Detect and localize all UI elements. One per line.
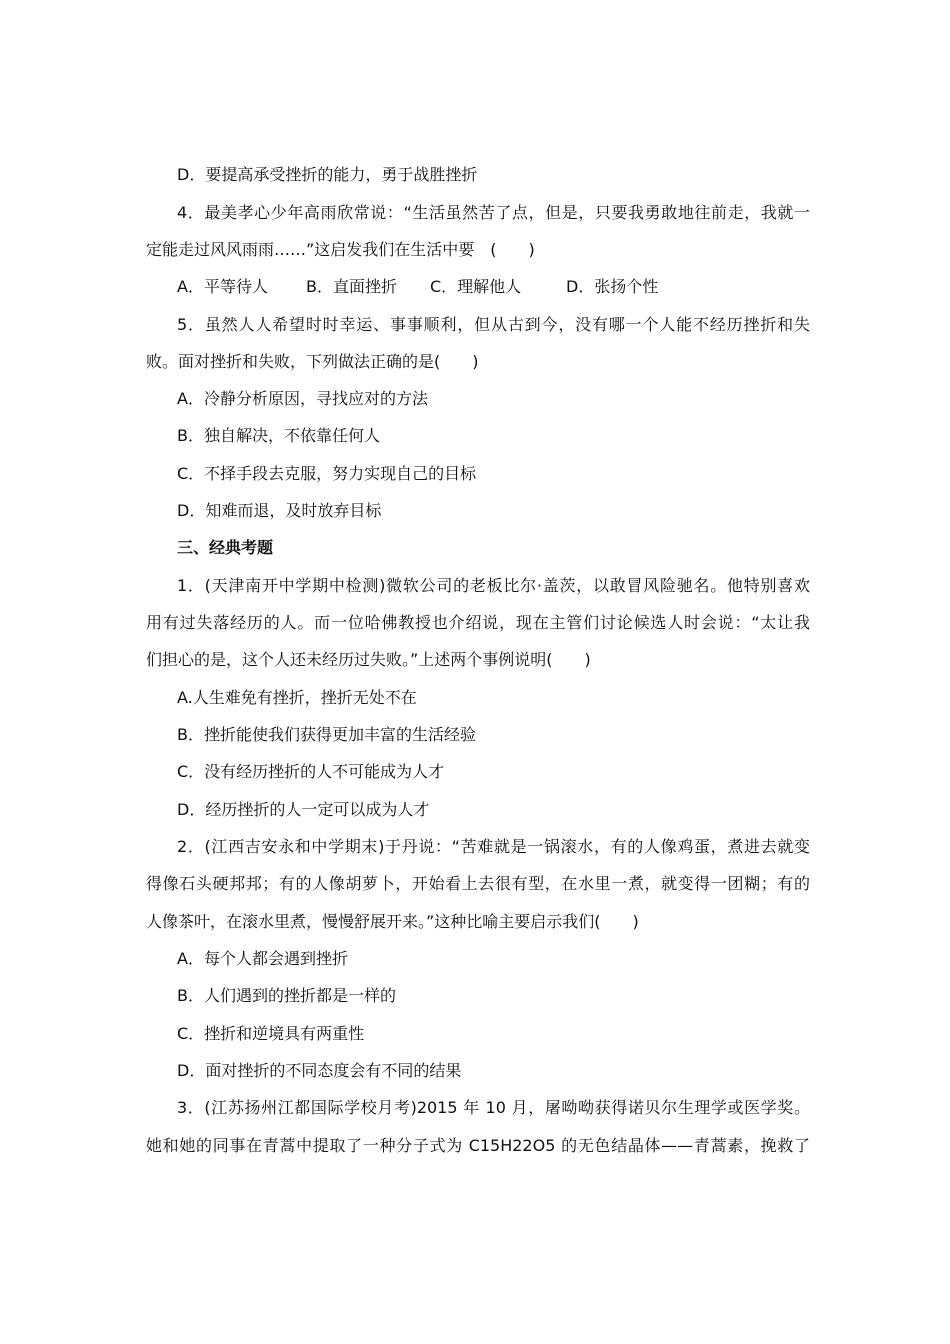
- question-5-option-b: B．独自解决，不依靠任何人: [177, 426, 380, 445]
- question-4-option-a: A．平等待人: [177, 277, 268, 296]
- question-prev-option-d: D．要提高承受挫折的能力，勇于战胜挫折: [177, 165, 478, 184]
- classic-question-1-option-a: A.人生难免有挫折，挫折无处不在: [177, 688, 417, 707]
- classic-question-1-line-2: 用有过失落经历的人。而一位哈佛教授也介绍说，现在主管们讨论候选人时会说：“太让我: [146, 613, 810, 632]
- classic-question-2-line-1: 2．(江西吉安永和中学期末)于丹说：“苦难就是一锅滚水，有的人像鸡蛋，煮进去就变: [177, 837, 810, 856]
- section-3-heading: 三、经典考题: [177, 538, 274, 557]
- question-5-option-a: A．冷静分析原因，寻找应对的方法: [177, 389, 428, 408]
- classic-question-3-line-1: 3．(江苏扬州江都国际学校月考)2015 年 10 月，屠呦呦获得诺贝尔生理学或医学奖。: [177, 1098, 810, 1117]
- question-4-option-c: C．理解他人: [430, 277, 522, 296]
- classic-question-1-option-c: C．没有经历挫折的人不可能成为人才: [177, 762, 445, 781]
- classic-question-1-option-b: B．挫折能使我们获得更加丰富的生活经验: [177, 725, 476, 744]
- question-4-options: [177, 277, 810, 297]
- question-5-option-c: C．不择手段去克服，努力实现自己的目标: [177, 464, 477, 483]
- classic-question-2-option-c: C．挫折和逆境具有两重性: [177, 1024, 365, 1043]
- question-4-option-b: B．直面挫折: [306, 277, 397, 296]
- classic-question-3-line-2: 她和她的同事在青蒿中提取了一种分子式为 C15H22O5 的无色结晶体——青蒿素，挽救了: [146, 1136, 810, 1155]
- classic-question-2-option-a: A．每个人都会遇到挫折: [177, 949, 348, 968]
- question-4-option-d: D．张扬个性: [566, 277, 659, 296]
- question-5-stem-line-2: 败。面对挫折和失败，下列做法正确的是( ): [146, 352, 479, 371]
- question-4-stem-line-1: 4．最美孝心少年高雨欣常说：“生活虽然苦了点，但是，只要我勇敢地往前走，我就一: [177, 203, 810, 222]
- classic-question-2-line-2: 得像石头硬邦邦；有的人像胡萝卜，开始看上去很有型，在水里一煮，就变得一团糊；有的: [146, 874, 810, 893]
- question-5-option-d: D．知难而退，及时放弃目标: [177, 501, 382, 520]
- classic-question-2-line-3: 人像茶叶，在滚水里煮，慢慢舒展开来。”这种比喻主要启示我们( ): [146, 912, 639, 931]
- classic-question-1-option-d: D．经历挫折的人一定可以成为人才: [177, 800, 430, 819]
- classic-question-2-option-d: D．面对挫折的不同态度会有不同的结果: [177, 1061, 462, 1080]
- classic-question-1-line-1: 1．(天津南开中学期中检测)微软公司的老板比尔·盖茨，以敢冒风险驰名。他特别喜欢: [177, 576, 810, 595]
- question-4-stem-line-2: 定能走过风风雨雨……”这启发我们在生活中要 ( ): [146, 240, 535, 259]
- question-5-stem-line-1: 5．虽然人人希望时时幸运、事事顺利，但从古到今，没有哪一个人能不经历挫折和失: [177, 315, 810, 334]
- classic-question-2-option-b: B．人们遇到的挫折都是一样的: [177, 986, 396, 1005]
- classic-question-1-line-3: 们担心的是，这个人还未经历过失败。”上述两个事例说明( ): [146, 650, 591, 669]
